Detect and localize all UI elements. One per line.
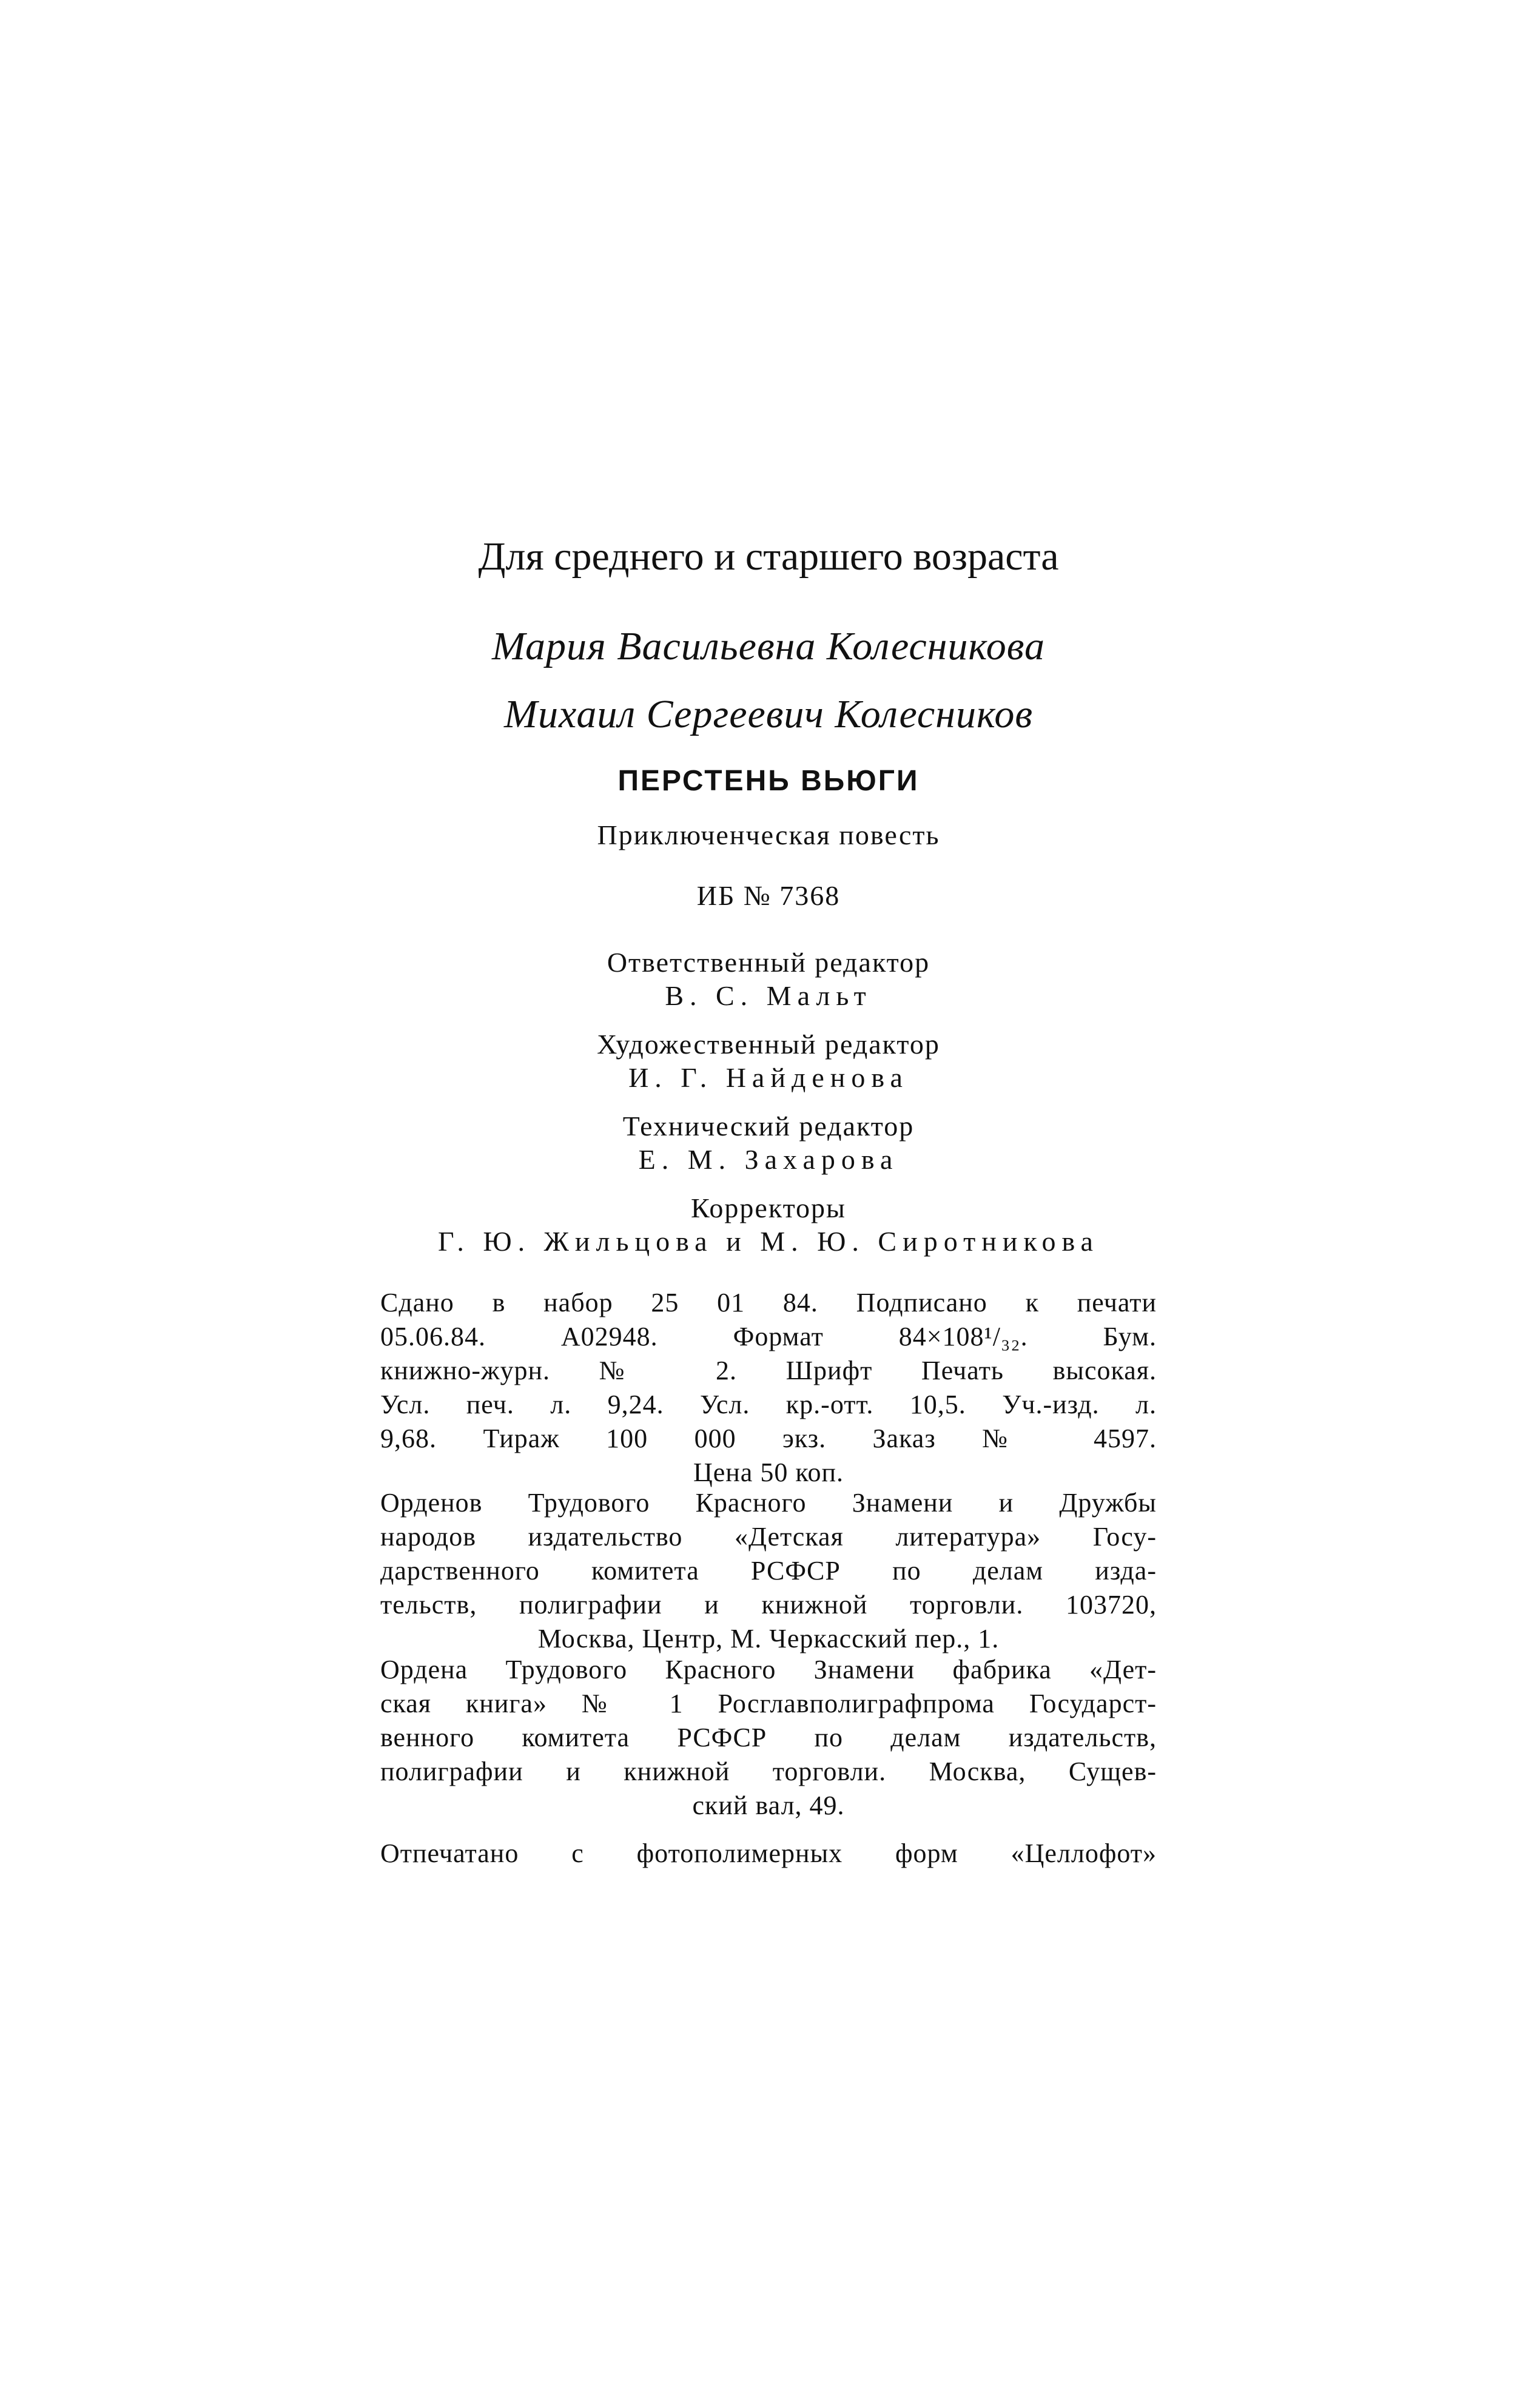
publisher-line: тельств, полиграфии и книжной торговли. 103720, [380, 1590, 1157, 1619]
printer-info [380, 1653, 1157, 1823]
staff-person-art-editor: И. Г. Найденова [628, 1062, 909, 1093]
print-data-line: книжно-журн. № 2. Шрифт Печать высокая. [380, 1356, 1157, 1385]
offset-note: Отпечатано с фотополимерных форм «Целлофот» [380, 1838, 1157, 1868]
staff-person-tech-editor: Е. М. Захарова [638, 1144, 899, 1175]
print-data [380, 1286, 1157, 1490]
publisher-line: народов издательство «Детская литература» Госу- [380, 1522, 1157, 1552]
book-title: ПЕРСТЕНЬ ВЬЮГИ [617, 765, 920, 797]
staff-role-art-editor: Художественный редактор [597, 1029, 940, 1060]
print-data-line: Усл. печ. л. 9,24. Усл. кр.-отт. 10,5. Уч.-изд. л. [380, 1390, 1157, 1419]
publisher-address: Москва, Центр, М. Черкасский пер., 1. [537, 1624, 1000, 1653]
staff-person-proofreaders: Г. Ю. Жильцова и М. Ю. Сиротникова [438, 1226, 1099, 1257]
printer-line: Ордена Трудового Красного Знамени фабрика «Дет- [380, 1655, 1157, 1684]
ib-number: ИБ № 7368 [696, 880, 841, 911]
printer-address: ский вал, 49. [692, 1791, 845, 1820]
audience-label: Для среднего и старшего возраста [478, 534, 1059, 579]
printer-line: полиграфии и книжной торговли. Москва, Сущев- [380, 1757, 1157, 1786]
staff-person-editor: В. С. Мальт [665, 980, 872, 1011]
printer-line: ская книга» № 1 Росглавполиграфпрома Государст- [380, 1689, 1157, 1718]
print-data-line: 05.06.84. А02948. Формат 84×108¹/₃₂. Бум. [380, 1322, 1157, 1351]
author-2: Михаил Сергеевич Колесников [504, 692, 1033, 736]
print-data-line: 9,68. Тираж 100 000 экз. Заказ № 4597. [380, 1424, 1157, 1453]
publisher-info [380, 1486, 1157, 1656]
print-data-line: Сдано в набор 25 01 84. Подписано к печати [380, 1288, 1157, 1317]
publisher-line: дарственного комитета РСФСР по делам изда- [380, 1556, 1157, 1586]
publisher-line: Орденов Трудового Красного Знамени и Дружбы [380, 1488, 1157, 1518]
price-line: Цена 50 коп. [693, 1458, 844, 1487]
staff-role-proofreaders: Корректоры [691, 1192, 846, 1223]
book-subtitle: Приключенческая повесть [597, 819, 940, 850]
staff-role-tech-editor: Технический редактор [622, 1111, 915, 1142]
staff-role-editor: Ответственный редактор [607, 947, 930, 978]
author-1: Мария Васильевна Колесникова [492, 624, 1045, 668]
printer-line: венного комитета РСФСР по делам издательств, [380, 1723, 1157, 1752]
